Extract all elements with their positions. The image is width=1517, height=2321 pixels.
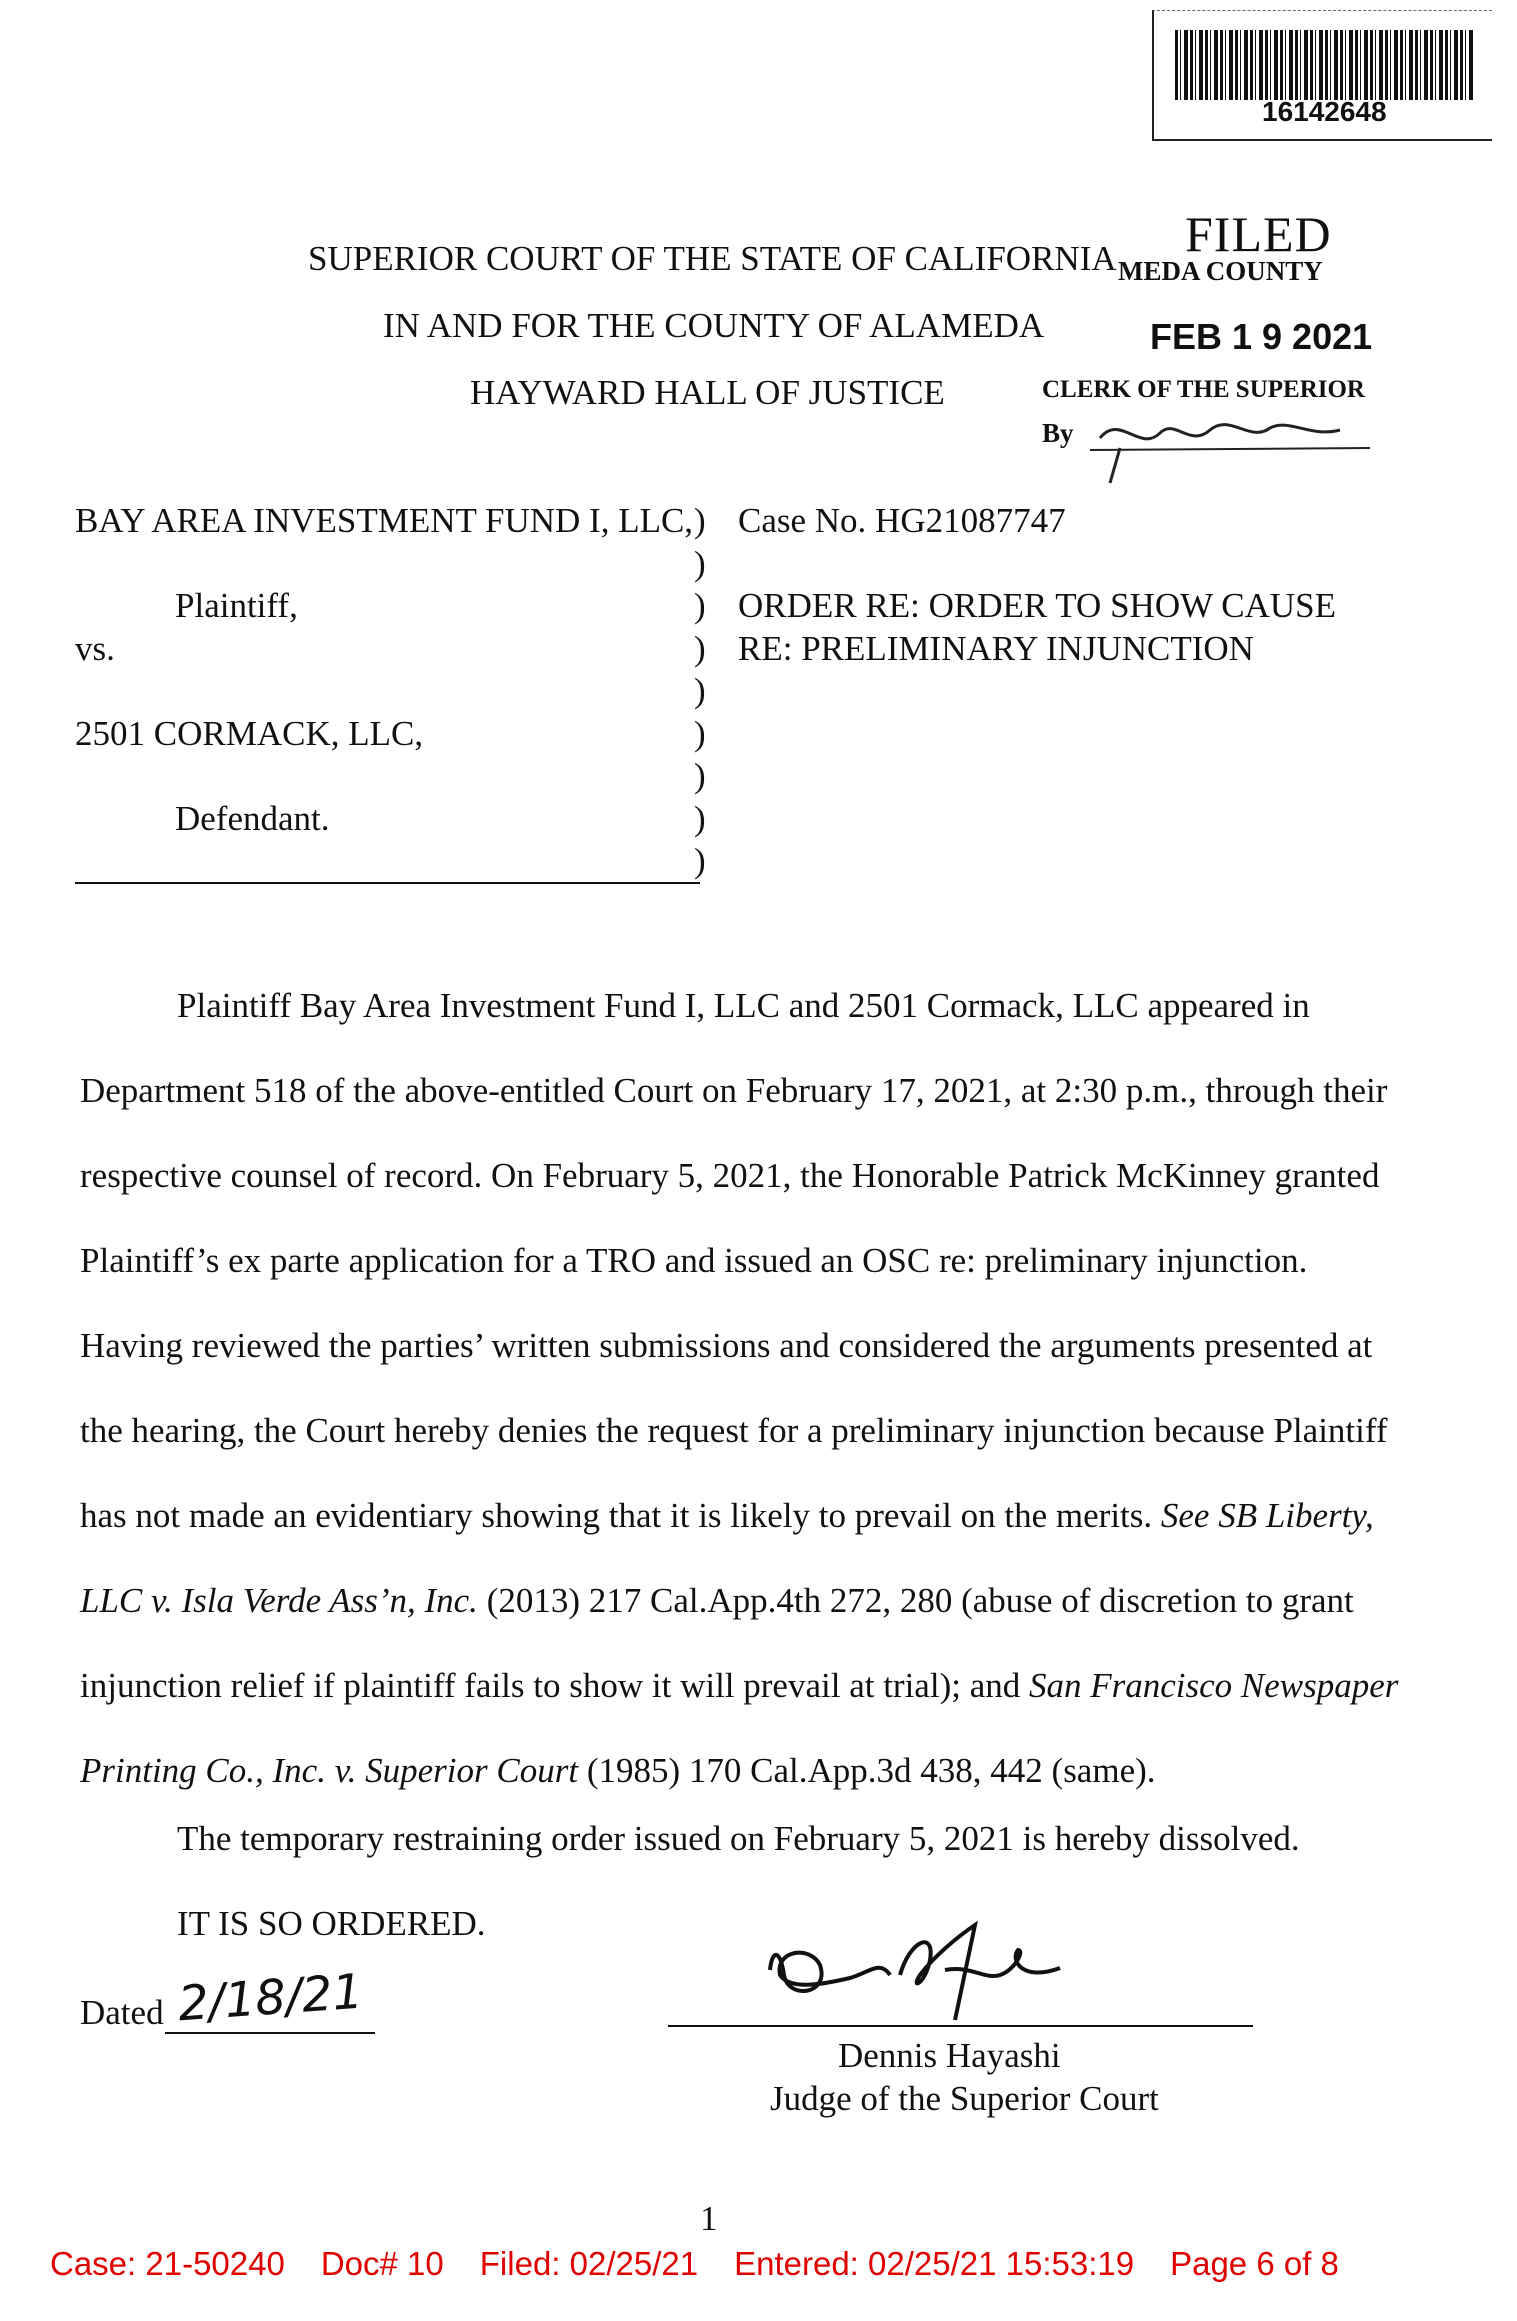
plaintiff-role: Plaintiff, — [175, 586, 298, 625]
filed-stamp-clerk: CLERK OF THE SUPERIOR — [1042, 376, 1365, 403]
judge-signature — [760, 1920, 1120, 2030]
dated-handwritten-value: 2/18/21 — [176, 1963, 365, 2033]
judge-title: Judge of the Superior Court — [770, 2079, 1159, 2118]
barcode-number: 16142648 — [1262, 96, 1387, 127]
page-number: 1 — [700, 2199, 718, 2238]
order-body-paragraph — [80, 963, 1410, 1813]
caption-parentheses: ) ) ) ) ) ) ) ) ) — [694, 501, 706, 880]
judge-signature-line — [668, 2025, 1253, 2027]
defendant-role: Defendant. — [175, 799, 330, 838]
filed-stamp-date: FEB 1 9 2021 — [1150, 316, 1373, 357]
versus-label: vs. — [75, 629, 115, 668]
footer-page: Page 6 of 8 — [1170, 2245, 1339, 2282]
order-title-line1: ORDER RE: ORDER TO SHOW CAUSE — [738, 586, 1336, 625]
case-number: Case No. HG21087747 — [738, 501, 1066, 540]
order-text-part2: (2013) 217 Cal.App.4th 272, 280 (abuse of discretion to grant injunction relief if plaintiff fails to show it will prevail at trial); and — [80, 1581, 1354, 1705]
footer-doc: Doc# 10 — [320, 2245, 444, 2282]
citation-sf-newspaper: San Francisco Newspaper Printing Co., Inc. v. Superior Court — [80, 1666, 1399, 1790]
order-title-line2: RE: PRELIMINARY INJUNCTION — [738, 629, 1254, 668]
dissolution-paragraph: The temporary restraining order issued on February 5, 2021 is hereby dissolved. — [177, 1819, 1300, 1858]
footer-case: Case: 21-50240 — [50, 2245, 285, 2282]
court-heading-line1: SUPERIOR COURT OF THE STATE OF CALIFORNIA — [308, 239, 1117, 278]
dated-line — [165, 2032, 375, 2034]
filed-stamp-by: By — [1042, 418, 1074, 448]
defendant-name: 2501 CORMACK, LLC, — [75, 714, 424, 753]
court-heading-line3: HAYWARD HALL OF JUSTICE — [470, 373, 945, 412]
caption-rule — [75, 882, 700, 884]
footer-entered: Entered: 02/25/21 15:53:19 — [734, 2245, 1135, 2282]
citation-sb-liberty: See SB Liberty, LLC v. Isla Verde Ass’n, Inc. — [80, 1496, 1374, 1620]
plaintiff-name: BAY AREA INVESTMENT FUND I, LLC, — [75, 501, 694, 540]
filed-stamp-title: FILED — [1185, 206, 1332, 262]
dated-label: Dated — [80, 1993, 164, 2032]
order-text-part1: Plaintiff Bay Area Investment Fund I, LLC and 2501 Cormack, LLC appeared in Department 518 of the above-entitled Court on February 17, 2021, at 2:30 p.m., through their respective counsel of record. On February 5, 2021, the Honorable Patrick McKinney granted Plaintiff’s ex parte application for a TRO and issued an OSC re: preliminary injunction. Having reviewed the parties’ written submissions and considered the arguments presented at the hearing, the Court hereby denies the request for a preliminary injunction because Plaintiff has not made an evidentiary showing that it is likely to prevail on the merits. — [80, 986, 1388, 1535]
filed-stamp-county: MEDA COUNTY — [1118, 256, 1323, 286]
court-heading-line2: IN AND FOR THE COUNTY OF ALAMEDA — [383, 306, 1045, 345]
filing-footer — [50, 2245, 1375, 2283]
judge-name: Dennis Hayashi — [838, 2036, 1061, 2075]
clerk-signature — [1080, 408, 1380, 488]
barcode-image — [1175, 30, 1475, 100]
so-ordered: IT IS SO ORDERED. — [177, 1904, 486, 1943]
footer-filed: Filed: 02/25/21 — [479, 2245, 699, 2282]
order-text-part3: (1985) 170 Cal.App.3d 438, 442 (same). — [578, 1751, 1156, 1790]
